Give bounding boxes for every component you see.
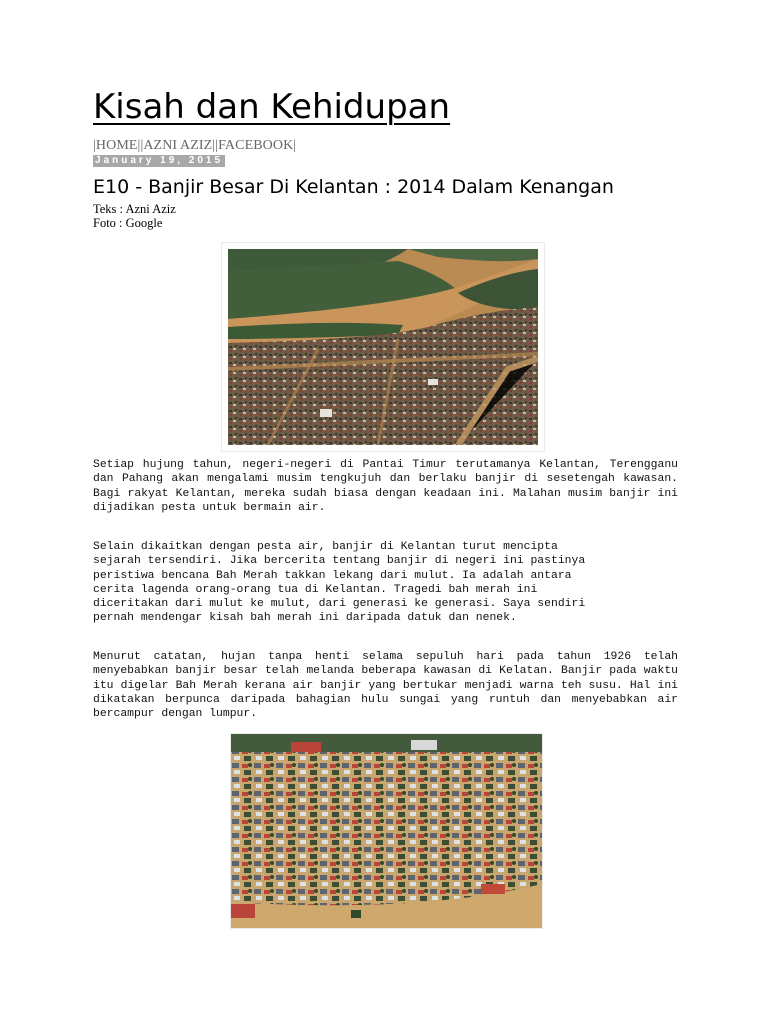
nav-link-author[interactable]: |AZNI AZIZ| [140,138,216,153]
paragraph-3: Menurut catatan, hujan tanpa henti selama sepuluh hari pada tahun 1926 telah menyebabkan banjir besar telah melanda beberapa kawasan di Kelatan. Banjir pada waktu itu digelar Bah Merah kerana air banjir yang bertukar menjadi warna teh susu. Hal ini dikatakan berpunca daripada bahagian hulu sungai yang runtuh dan menyebabkan air bercampur dengan lumpur. [93,651,678,721]
flood-aerial-photo-1[interactable] [222,243,544,451]
flood-aerial-photo-2[interactable] [231,734,542,928]
post-title[interactable]: E10 - Banjir Besar Di Kelantan : 2014 Dalam Kenangan [93,176,614,198]
text-credit: Teks : Azni Aziz [93,202,176,216]
flood-photo-1-image [228,249,538,445]
paragraph-1: Setiap hujung tahun, negeri-negeri di Pantai Timur terutamanya Kelantan, Terengganu dan Pahang akan mengalami musim tengkujuh dan berlaku banjir di sesetengah kawasan. Bagi rakyat Kelantan, mereka sudah biasa dengan keadaan ini. Malahan musim banjir ini dijadikan pesta untuk bermain air. [93,459,678,514]
nav-link-home[interactable]: |HOME| [93,138,141,153]
flood-photo-2-image [231,734,542,928]
nav-link-facebook[interactable]: |FACEBOOK| [215,138,297,153]
top-nav [93,138,296,154]
photo-credit: Foto : Google [93,216,163,230]
paragraph-2: Selain dikaitkan dengan pesta air, banjir di Kelantan turut mencipta sejarah tersendiri. Jika bercerita tentang banjir di negeri ini pastinya peristiwa bencana Bah Merah takkan lekang dari mulut. Ia adalah antara cerita lagenda orang-orang tua di Kelantan. Tragedi bah merah ini diceritakan dari mulut ke mulut, dari generasi ke generasi. Saya sendiri pernah mendengar kisah bah merah ini daripada datuk dan nenek. [93,541,586,625]
post-date: January 19, 2015 [95,155,224,166]
blog-title[interactable]: Kisah dan Kehidupan [93,87,451,127]
